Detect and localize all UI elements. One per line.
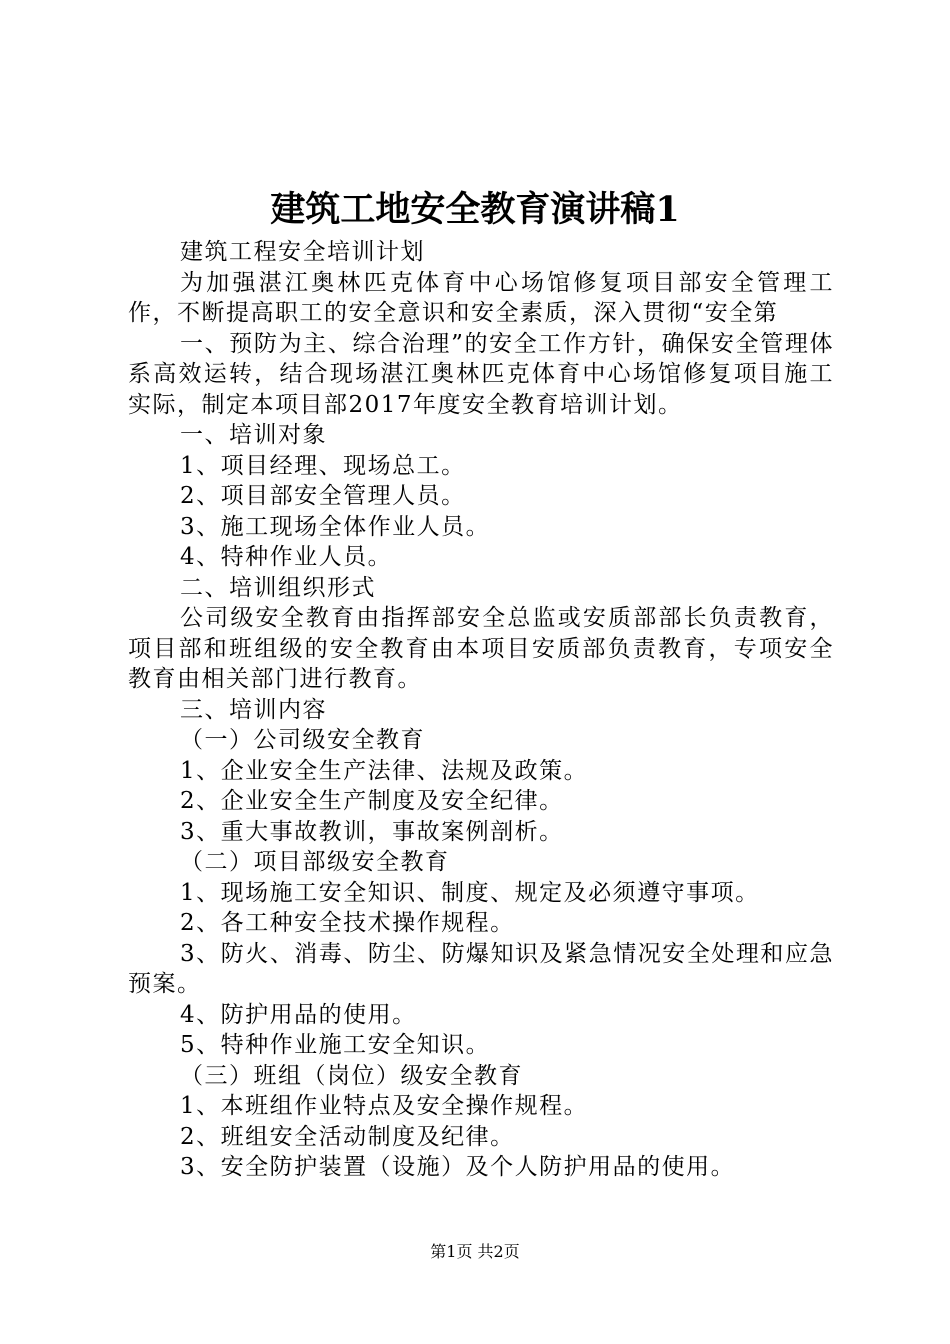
- list-item: 2、各工种安全技术操作规程。: [180, 910, 515, 936]
- list-item: 3、重大事故教训，事故案例剖析。: [180, 818, 564, 845]
- list-item: 5、特种作业施工安全知识。: [180, 1032, 491, 1058]
- list-item: 3、安全防护装置（设施）及个人防护用品的使用。: [180, 1154, 736, 1180]
- list-item: 2、项目部安全管理人员。: [180, 483, 466, 509]
- list-item: 1、现场施工安全知识、制度、规定及必须遵守事项。: [180, 879, 760, 906]
- section-heading: 三、培训内容: [180, 696, 327, 723]
- list-item: 4、特种作业人员。: [180, 544, 393, 570]
- section-heading: 一、培训对象: [180, 422, 327, 448]
- subsection-heading: （三）班组（岗位）级安全教育: [180, 1062, 523, 1089]
- subsection-heading: （一）公司级安全教育: [180, 727, 425, 753]
- section-heading: 二、培训组织形式: [180, 574, 376, 601]
- document-body: [128, 237, 834, 1183]
- list-item: 2、企业安全生产制度及安全纪律。: [180, 788, 564, 814]
- document-title: 建筑工地安全教育演讲稿1: [270, 189, 680, 230]
- list-item: 1、项目经理、现场总工。: [180, 452, 466, 479]
- list-item: 1、企业安全生产法律、法规及政策。: [180, 757, 589, 784]
- subsection-heading: （二）项目部级安全教育: [180, 849, 450, 875]
- paragraph: 为加强湛江奥林匹克体育中心场馆修复项目部安全管理工作，不断提高职工的安全意识和安全素质，深入贯彻“安全第: [128, 269, 834, 326]
- list-item: 3、防火、消毒、防尘、防爆知识及紧急情况安全处理和应急预案。: [128, 940, 834, 997]
- paragraph: 建筑工程安全培训计划: [180, 239, 425, 265]
- list-item: 1、本班组作业特点及安全操作规程。: [180, 1093, 589, 1119]
- list-item: 3、施工现场全体作业人员。: [180, 513, 491, 540]
- paragraph: 公司级安全教育由指挥部安全总监或安质部部长负责教育，项目部和班组级的安全教育由本项目安质部负责教育，专项安全教育由相关部门进行教育。: [128, 605, 834, 692]
- list-item: 2、班组安全活动制度及纪律。: [180, 1123, 515, 1150]
- page-number-footer: 第1页 共2页: [430, 1242, 520, 1261]
- list-item: 4、防护用品的使用。: [180, 1001, 417, 1028]
- paragraph: 一、预防为主、综合治理”的安全工作方针，确保安全管理体系高效运转，结合现场湛江奥林匹克体育中心场馆修复项目施工实际，制定本项目部2017年度安全教育培训计划。: [128, 330, 834, 418]
